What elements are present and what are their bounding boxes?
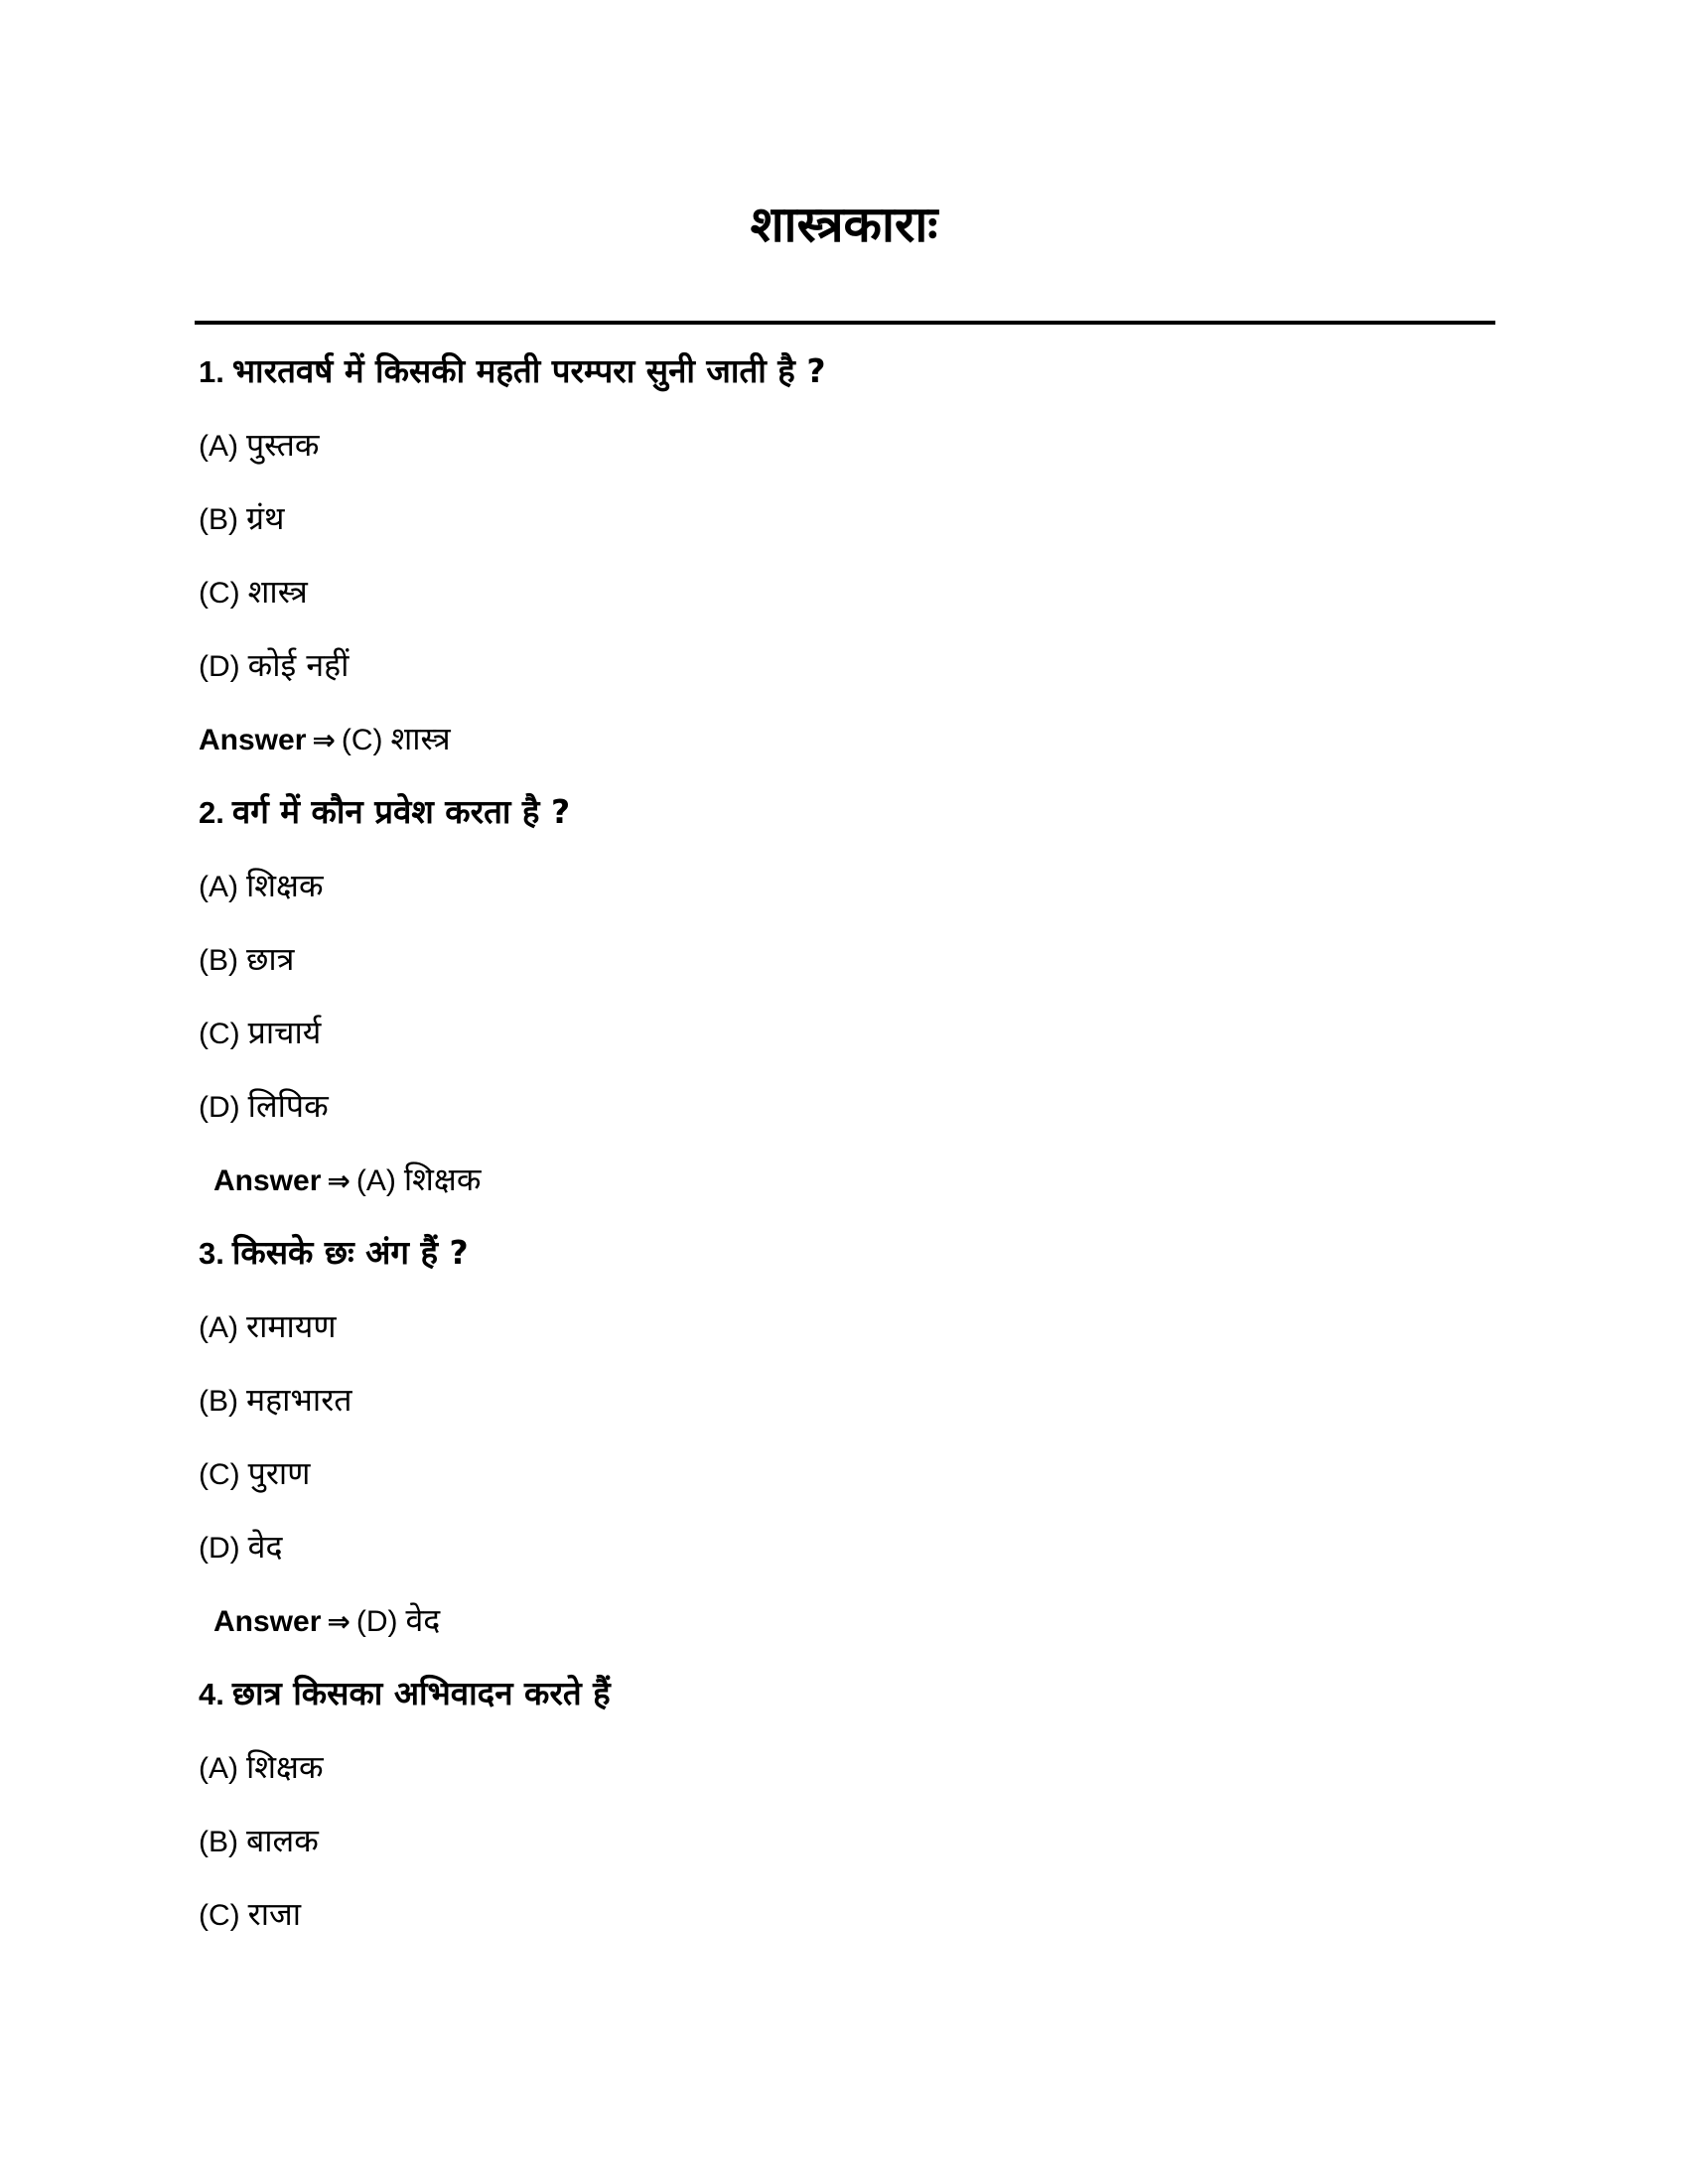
question-3-option-a: [199, 1302, 337, 1352]
answer-label: Answer: [199, 724, 307, 756]
question-1-option-d: [199, 641, 349, 691]
question-number: 1.: [199, 354, 224, 389]
option-text: कोई नहीं: [247, 646, 350, 684]
question-4: [199, 1670, 611, 1718]
option-letter: (B): [199, 1385, 238, 1418]
option-letter: (D): [199, 650, 240, 683]
question-text: भारतवर्ष में किसकी महती परम्परा सुनी जाती है ?: [231, 351, 826, 390]
option-text: छात्र: [246, 940, 295, 978]
option-text: शिक्षक: [246, 867, 324, 904]
question-1-option-a: [199, 421, 319, 471]
option-text: पुस्तक: [246, 426, 320, 464]
option-text: ग्रंथ: [246, 499, 285, 537]
option-text: महाभारत: [246, 1381, 352, 1419]
option-letter: (A): [199, 1311, 238, 1344]
question-2-option-b: [199, 935, 294, 985]
answer-label: Answer: [213, 1605, 322, 1638]
option-letter: (C): [199, 577, 240, 610]
question-3-option-c: [199, 1449, 310, 1499]
option-letter: (A): [199, 871, 238, 903]
option-letter: (B): [199, 1826, 238, 1858]
question-1: [199, 347, 825, 396]
option-letter: (C): [199, 1018, 240, 1050]
answer-label: Answer: [213, 1164, 322, 1197]
option-letter: (D): [199, 1532, 240, 1565]
option-text: पुराण: [247, 1454, 311, 1492]
option-letter: (D): [199, 1091, 240, 1124]
question-4-option-a: [199, 1743, 324, 1793]
question-1-answer: [199, 715, 451, 764]
option-letter: (B): [199, 503, 238, 536]
option-letter: (C): [199, 1458, 240, 1491]
question-3: [199, 1229, 469, 1278]
question-4-option-c: [199, 1890, 301, 1940]
question-text: वर्ग में कौन प्रवेश करता है ?: [231, 792, 571, 831]
question-2: [199, 788, 570, 837]
question-1-option-b: [199, 494, 285, 544]
question-2-answer: [213, 1156, 481, 1205]
question-2-option-a: [199, 862, 324, 911]
option-text: शास्त्र: [247, 573, 308, 611]
option-letter: (A): [199, 1752, 238, 1785]
question-3-option-b: [199, 1376, 352, 1426]
option-text: प्राचार्य: [247, 1014, 322, 1051]
option-text: वेद: [247, 1528, 283, 1566]
question-text: किसके छः अंग हैं ?: [231, 1233, 469, 1272]
option-letter: (C): [199, 1899, 240, 1932]
answer-letter: (C): [341, 724, 383, 756]
question-text: छात्र किसका अभिवादन करते हैं: [231, 1674, 611, 1712]
option-letter: (A): [199, 430, 238, 463]
option-text: शिक्षक: [246, 1748, 324, 1786]
answer-text: शिक्षक: [403, 1160, 482, 1198]
question-2-option-d: [199, 1082, 329, 1132]
implies-arrow-icon: ⇒: [312, 724, 336, 756]
page-title: शास्त्रकाराः: [750, 196, 938, 253]
option-text: लिपिक: [247, 1087, 329, 1125]
answer-text: शास्त्र: [390, 720, 451, 757]
question-1-option-c: [199, 568, 308, 617]
option-text: बालक: [246, 1822, 319, 1859]
question-number: 4.: [199, 1677, 224, 1711]
answer-letter: (D): [355, 1605, 398, 1638]
question-3-answer: [213, 1596, 440, 1646]
question-4-option-b: [199, 1817, 319, 1866]
implies-arrow-icon: ⇒: [327, 1605, 351, 1638]
answer-letter: (A): [355, 1164, 396, 1197]
question-3-option-d: [199, 1523, 282, 1572]
question-2-option-c: [199, 1009, 321, 1058]
option-letter: (B): [199, 944, 238, 977]
title-divider: [195, 321, 1495, 325]
question-number: 2.: [199, 795, 224, 830]
answer-text: वेद: [405, 1601, 441, 1639]
option-text: रामायण: [246, 1307, 337, 1345]
option-text: राजा: [247, 1895, 302, 1933]
implies-arrow-icon: ⇒: [327, 1164, 351, 1197]
question-number: 3.: [199, 1236, 224, 1271]
